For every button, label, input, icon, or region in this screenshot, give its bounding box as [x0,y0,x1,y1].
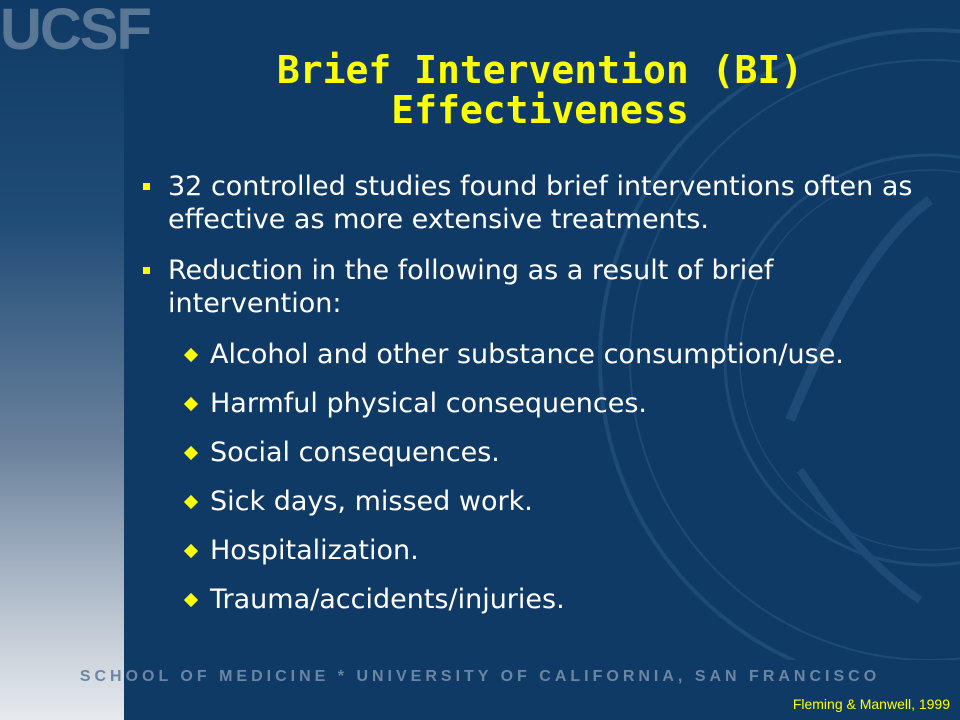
title-line-2: Effectiveness [391,88,689,132]
sub-bullet-item [210,583,928,616]
square-bullet-icon [143,267,150,274]
bullet-text: 32 controlled studies found brief interventions often as effective as more extensive treatments. [168,171,913,235]
sub-bullet-text: Trauma/accidents/injuries. [210,584,565,615]
diamond-bullet-icon [184,544,198,558]
sub-bullet-text: Harmful physical consequences. [210,388,647,419]
sub-bullet-item [210,534,928,567]
sub-bullet-item [210,485,928,518]
sub-bullet-text: Sick days, missed work. [210,486,533,517]
sub-bullet-item [210,338,928,371]
sub-bullet-text: Hospitalization. [210,535,419,566]
ucsf-logo: UCSF [0,0,150,62]
sub-bullet-item [210,436,928,469]
sub-bullet-text: Social consequences. [210,437,500,468]
diamond-bullet-icon [184,348,198,362]
bullet-item [168,170,928,236]
citation: Fleming & Manwell, 1999 [792,696,950,712]
sub-bullet-item [210,387,928,420]
bullet-item [168,254,928,320]
sub-bullet-text: Alcohol and other substance consumption/use. [210,339,844,370]
diamond-bullet-icon [184,495,198,509]
slide-title [200,50,880,130]
title-line-1: Brief Intervention (BI) [276,48,804,92]
diamond-bullet-icon [184,593,198,607]
school-footer: SCHOOL OF MEDICINE * UNIVERSITY OF CALIFORNIA, SAN FRANCISCO [79,668,881,685]
bullet-list [168,170,928,632]
bullet-text: Reduction in the following as a result of brief intervention: [168,255,774,319]
left-gradient-bar [0,0,124,720]
diamond-bullet-icon [184,397,198,411]
diamond-bullet-icon [184,446,198,460]
square-bullet-icon [143,183,150,190]
